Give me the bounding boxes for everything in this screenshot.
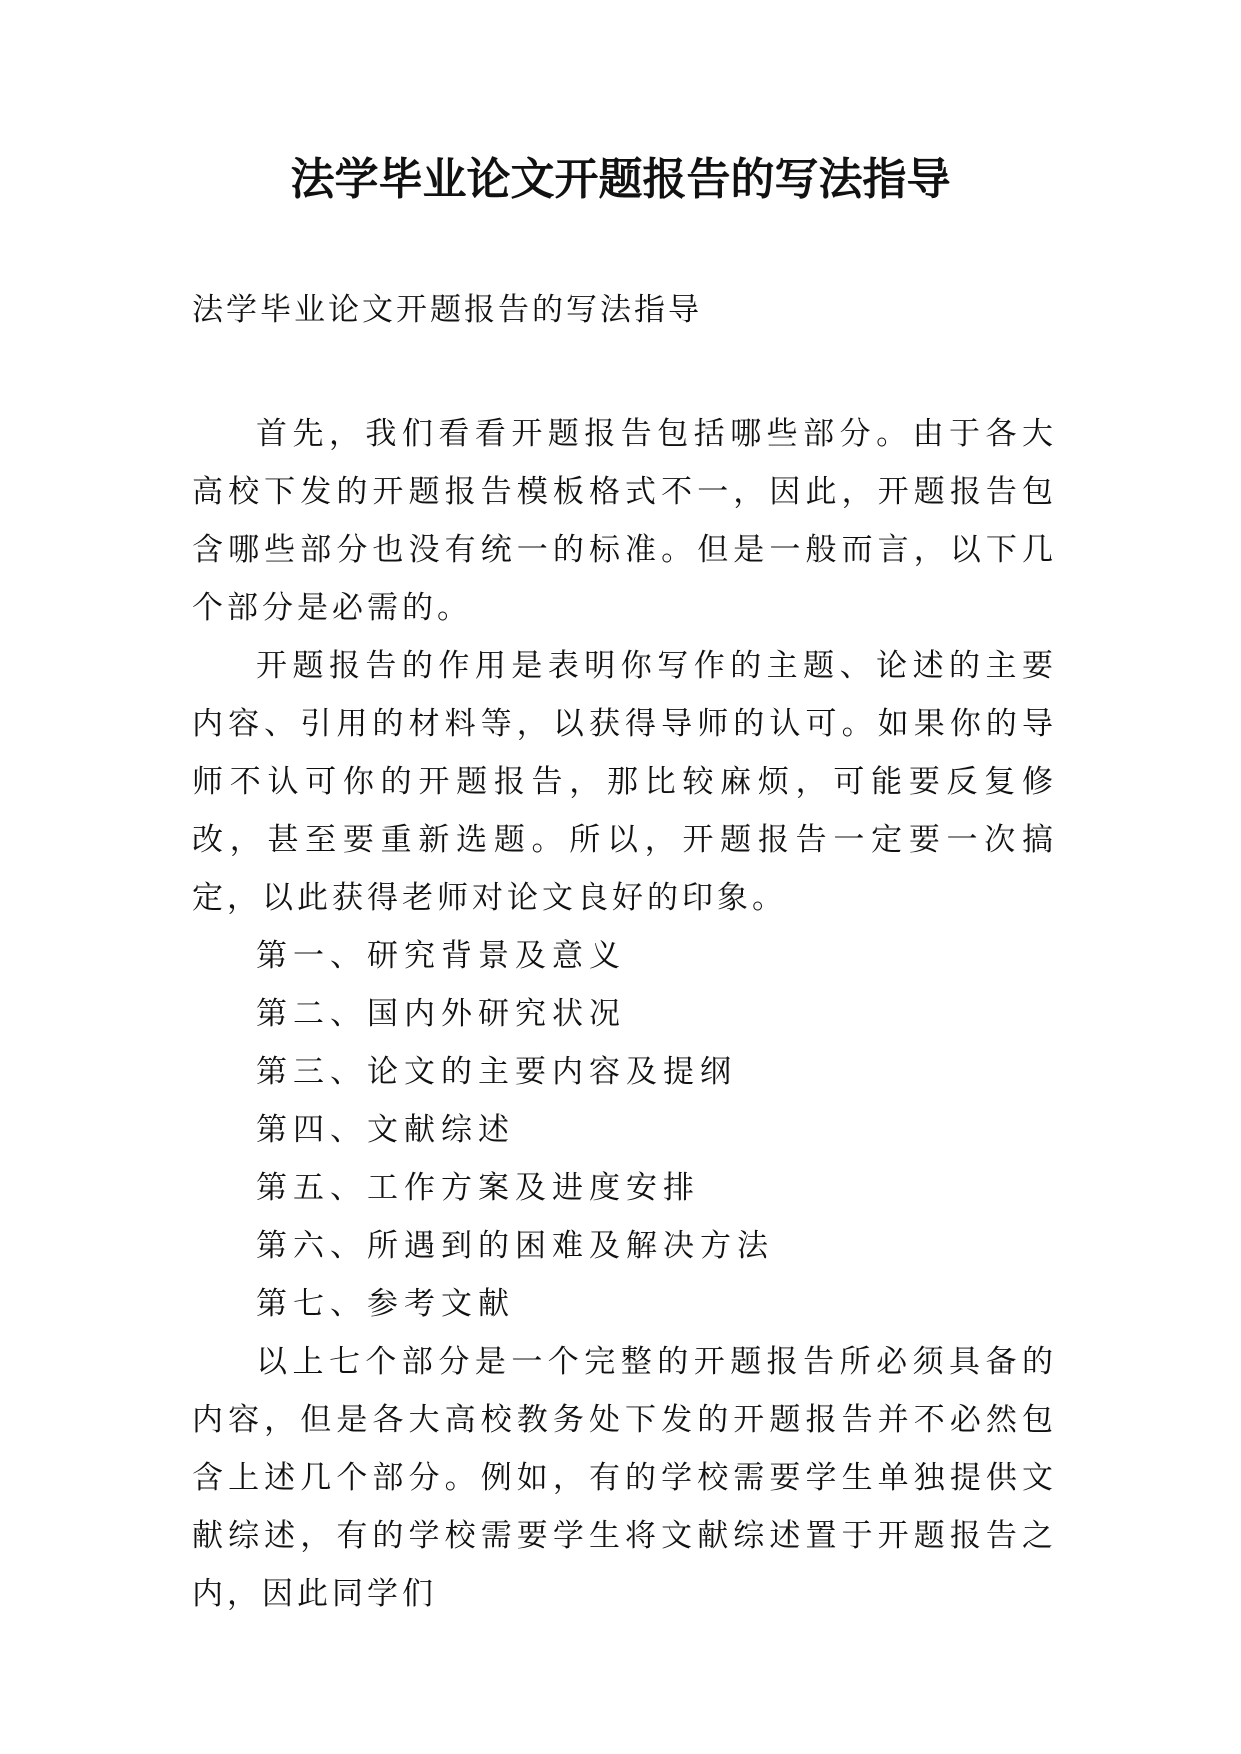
list-item: 第三、论文的主要内容及提纲	[256, 1054, 737, 1090]
document-subtitle: 法学毕业论文开题报告的写法指导	[192, 292, 702, 328]
document-title: 法学毕业论文开题报告的写法指导	[290, 154, 951, 205]
paragraph-intro: 首先，我们看看开题报告包括哪些部分。由于各大高校下发的开题报告模板格式不一，因此，开题报告包含哪些部分也没有统一的标准。但是一般而言，以下几个部分是必需的。	[192, 416, 1057, 626]
document-body	[192, 405, 1057, 1623]
list-item: 第六、所遇到的困难及解决方法	[256, 1228, 774, 1264]
list-item: 第四、文献综述	[256, 1112, 515, 1148]
section-list	[192, 927, 1057, 1333]
paragraph-purpose: 开题报告的作用是表明你写作的主题、论述的主要内容、引用的材料等，以获得导师的认可。如果你的导师不认可你的开题报告，那比较麻烦，可能要反复修改，甚至要重新选题。所以，开题报告一定要一次搞定，以此获得老师对论文良好的印象。	[192, 648, 1057, 916]
list-item: 第七、参考文献	[256, 1286, 515, 1322]
list-item: 第一、研究背景及意义	[256, 938, 626, 974]
list-item: 第二、国内外研究状况	[256, 996, 626, 1032]
paragraph-closing: 以上七个部分是一个完整的开题报告所必须具备的内容，但是各大高校教务处下发的开题报告并不必然包含上述几个部分。例如，有的学校需要学生单独提供文献综述，有的学校需要学生将文献综述置于开题报告之内，因此同学们	[192, 1344, 1057, 1612]
list-item: 第五、工作方案及进度安排	[256, 1170, 700, 1206]
